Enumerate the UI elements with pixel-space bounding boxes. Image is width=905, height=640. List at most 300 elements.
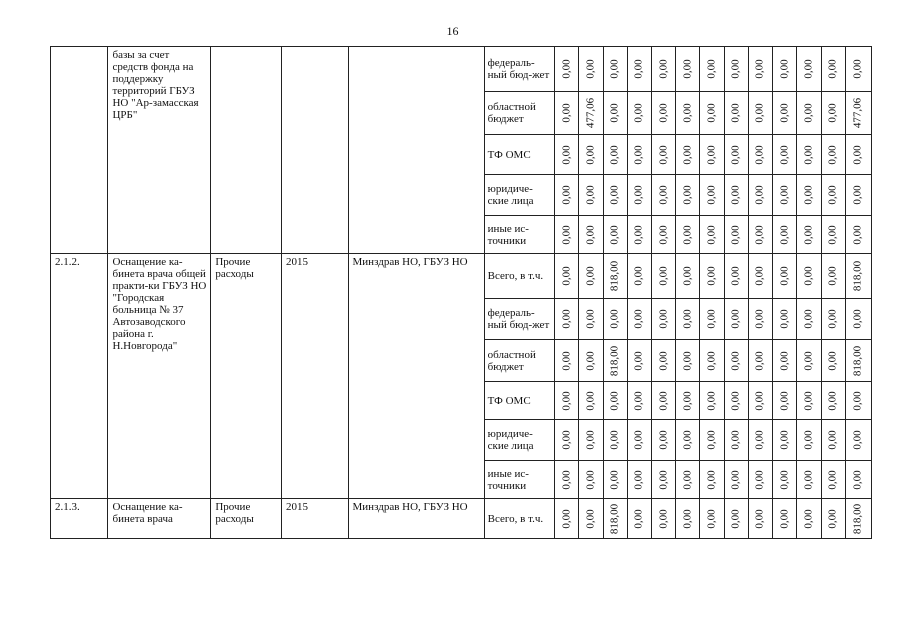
value-text: 0,00 [705, 266, 718, 286]
value-text: 0,00 [632, 309, 645, 329]
value-cell [652, 420, 676, 461]
value-text: 0,00 [632, 224, 645, 245]
value-cell [627, 135, 651, 175]
value-cell [748, 216, 772, 254]
value-text: 0,00 [802, 185, 815, 205]
value-cell [676, 340, 700, 382]
value-text: 0,00 [632, 103, 645, 123]
funding-source: иные ис-точники [484, 461, 555, 499]
value-text: 0,00 [778, 350, 791, 371]
value-text: 0,00 [705, 350, 718, 371]
value-text: 0,00 [584, 390, 597, 411]
value-cell [845, 216, 871, 254]
item-name: базы за счет средств фонда на поддержку территорий ГБУЗ НО "Ар-замасская ЦРБ" [108, 47, 211, 254]
value-cell [724, 499, 748, 539]
value-cell [845, 47, 871, 92]
value-text: 0,00 [826, 390, 839, 411]
value-text: 0,00 [681, 224, 694, 245]
value-cell [797, 135, 821, 175]
value-text: 0,00 [778, 508, 791, 529]
value-text: 0,00 [681, 266, 694, 286]
value-cell [773, 47, 797, 92]
value-text: 477,06 [851, 97, 864, 129]
funding-source: Всего, в т.ч. [484, 499, 555, 539]
item-year [281, 47, 348, 254]
value-cell [700, 216, 724, 254]
value-cell [676, 420, 700, 461]
value-cell [724, 135, 748, 175]
value-cell [724, 340, 748, 382]
value-cell [724, 175, 748, 216]
value-text: 0,00 [632, 144, 645, 165]
value-text: 0,00 [851, 59, 864, 79]
value-text: 0,00 [778, 224, 791, 245]
value-cell [700, 420, 724, 461]
value-cell [797, 254, 821, 299]
funding-source: ТФ ОМС [484, 135, 555, 175]
item-executor [348, 47, 484, 254]
value-cell [603, 461, 627, 499]
expense-type: Прочие расходы [211, 254, 282, 499]
value-cell [627, 254, 651, 299]
table-row [51, 499, 872, 539]
value-text: 0,00 [778, 266, 791, 286]
value-cell [627, 175, 651, 216]
value-text: 0,00 [705, 224, 718, 245]
value-text: 0,00 [729, 224, 742, 245]
funding-source: ТФ ОМС [484, 382, 555, 420]
value-cell [579, 461, 603, 499]
value-text: 0,00 [826, 144, 839, 165]
value-cell [724, 92, 748, 135]
value-cell [748, 92, 772, 135]
value-text: 0,00 [657, 144, 670, 165]
value-text: 0,00 [584, 144, 597, 165]
value-cell [773, 216, 797, 254]
value-text: 0,00 [681, 508, 694, 529]
value-text: 0,00 [632, 390, 645, 411]
value-cell [845, 499, 871, 539]
value-cell [579, 175, 603, 216]
value-text: 0,00 [584, 430, 597, 450]
value-cell [603, 47, 627, 92]
value-cell [821, 420, 845, 461]
value-cell [555, 420, 579, 461]
value-text: 0,00 [851, 185, 864, 205]
value-text: 0,00 [608, 59, 621, 79]
value-text: 818,00 [608, 503, 621, 534]
value-text: 0,00 [681, 185, 694, 205]
value-text: 0,00 [705, 185, 718, 205]
value-text: 0,00 [681, 103, 694, 123]
value-text: 0,00 [753, 430, 766, 450]
value-text: 0,00 [826, 103, 839, 123]
value-cell [821, 92, 845, 135]
value-text: 0,00 [778, 144, 791, 165]
value-text: 0,00 [681, 144, 694, 165]
value-text: 0,00 [657, 430, 670, 450]
value-text: 0,00 [608, 224, 621, 245]
value-text: 0,00 [753, 309, 766, 329]
value-text: 0,00 [705, 508, 718, 529]
value-text: 0,00 [802, 309, 815, 329]
value-cell [627, 340, 651, 382]
value-text: 0,00 [560, 309, 573, 329]
value-cell [797, 461, 821, 499]
funding-source: областной бюджет [484, 340, 555, 382]
value-cell [603, 175, 627, 216]
value-cell [748, 340, 772, 382]
value-text: 0,00 [560, 59, 573, 79]
value-cell [676, 254, 700, 299]
value-text: 0,00 [608, 430, 621, 450]
value-text: 0,00 [608, 309, 621, 329]
value-text: 0,00 [778, 103, 791, 123]
value-text: 0,00 [778, 59, 791, 79]
value-text: 0,00 [584, 266, 597, 286]
value-cell [845, 299, 871, 340]
value-cell [627, 216, 651, 254]
value-text: 0,00 [584, 224, 597, 245]
value-text: 0,00 [657, 309, 670, 329]
value-text: 0,00 [826, 469, 839, 490]
value-text: 0,00 [753, 144, 766, 165]
value-text: 0,00 [753, 103, 766, 123]
value-cell [603, 499, 627, 539]
value-cell [821, 254, 845, 299]
value-cell [555, 299, 579, 340]
value-cell [821, 216, 845, 254]
value-text: 0,00 [608, 185, 621, 205]
item-year: 2015 [281, 254, 348, 499]
value-cell [748, 382, 772, 420]
value-cell [652, 216, 676, 254]
value-cell [724, 382, 748, 420]
value-cell [724, 461, 748, 499]
value-text: 0,00 [681, 59, 694, 79]
value-cell [555, 499, 579, 539]
value-cell [821, 382, 845, 420]
value-text: 0,00 [778, 469, 791, 490]
value-text: 0,00 [657, 266, 670, 286]
value-cell [821, 461, 845, 499]
value-text: 0,00 [802, 59, 815, 79]
value-text: 0,00 [681, 309, 694, 329]
value-cell [821, 175, 845, 216]
value-text: 0,00 [826, 309, 839, 329]
value-cell [627, 299, 651, 340]
value-cell [555, 175, 579, 216]
value-cell [676, 499, 700, 539]
value-cell [748, 47, 772, 92]
value-text: 0,00 [560, 469, 573, 490]
value-cell [773, 135, 797, 175]
value-text: 0,00 [753, 59, 766, 79]
value-cell [773, 175, 797, 216]
funding-source: юридиче-ские лица [484, 420, 555, 461]
page-number: 16 [446, 24, 459, 38]
value-text: 477,06 [584, 97, 597, 129]
value-cell [748, 499, 772, 539]
value-text: 0,00 [802, 103, 815, 123]
value-cell [700, 299, 724, 340]
value-cell [579, 254, 603, 299]
value-text: 0,00 [560, 390, 573, 411]
item-year: 2015 [281, 499, 348, 539]
value-text: 0,00 [608, 144, 621, 165]
value-text: 0,00 [705, 103, 718, 123]
value-text: 0,00 [729, 430, 742, 450]
value-cell [652, 47, 676, 92]
value-cell [700, 461, 724, 499]
value-cell [676, 135, 700, 175]
value-cell [579, 216, 603, 254]
value-text: 0,00 [802, 224, 815, 245]
value-cell [797, 175, 821, 216]
value-cell [555, 92, 579, 135]
value-cell [676, 92, 700, 135]
item-number [51, 47, 108, 254]
value-text: 0,00 [802, 390, 815, 411]
funding-source: федераль-ный бюд-жет [484, 299, 555, 340]
value-cell [773, 340, 797, 382]
value-cell [724, 299, 748, 340]
value-cell [773, 299, 797, 340]
funding-source: Всего, в т.ч. [484, 254, 555, 299]
value-text: 0,00 [778, 390, 791, 411]
value-cell [579, 135, 603, 175]
value-cell [579, 420, 603, 461]
value-text: 0,00 [681, 350, 694, 371]
value-cell [845, 340, 871, 382]
value-text: 0,00 [657, 390, 670, 411]
value-cell [603, 135, 627, 175]
value-text: 0,00 [657, 224, 670, 245]
value-text: 0,00 [802, 144, 815, 165]
value-text: 0,00 [657, 103, 670, 123]
value-text: 0,00 [802, 469, 815, 490]
value-text: 0,00 [608, 103, 621, 123]
value-cell [603, 340, 627, 382]
value-text: 0,00 [851, 309, 864, 329]
value-text: 0,00 [826, 266, 839, 286]
value-text: 0,00 [753, 350, 766, 371]
value-cell [700, 47, 724, 92]
value-cell [700, 135, 724, 175]
value-cell [555, 216, 579, 254]
value-text: 0,00 [705, 390, 718, 411]
value-cell [845, 461, 871, 499]
value-text: 0,00 [729, 144, 742, 165]
value-text: 0,00 [584, 185, 597, 205]
value-text: 0,00 [632, 469, 645, 490]
value-text: 0,00 [560, 508, 573, 529]
value-cell [773, 254, 797, 299]
value-cell [845, 92, 871, 135]
value-text: 0,00 [753, 469, 766, 490]
item-executor: Минздрав НО, ГБУЗ НО [348, 499, 484, 539]
value-cell [652, 340, 676, 382]
value-text: 0,00 [608, 469, 621, 490]
value-cell [845, 175, 871, 216]
value-text: 818,00 [851, 503, 864, 534]
value-text: 0,00 [632, 508, 645, 529]
value-cell [724, 47, 748, 92]
value-text: 0,00 [608, 390, 621, 411]
value-cell [579, 47, 603, 92]
value-cell [724, 420, 748, 461]
value-text: 0,00 [851, 430, 864, 450]
value-cell [797, 92, 821, 135]
value-text: 0,00 [560, 224, 573, 245]
value-cell [797, 420, 821, 461]
value-text: 818,00 [851, 345, 864, 376]
value-text: 0,00 [584, 469, 597, 490]
value-cell [797, 382, 821, 420]
value-text: 0,00 [753, 224, 766, 245]
value-text: 0,00 [729, 309, 742, 329]
value-text: 0,00 [851, 390, 864, 411]
value-text: 0,00 [729, 469, 742, 490]
value-cell [603, 382, 627, 420]
value-text: 0,00 [681, 430, 694, 450]
value-cell [700, 382, 724, 420]
value-cell [845, 135, 871, 175]
value-text: 0,00 [681, 390, 694, 411]
value-cell [579, 299, 603, 340]
value-text: 0,00 [802, 350, 815, 371]
funding-source: юридиче-ские лица [484, 175, 555, 216]
value-cell [627, 382, 651, 420]
value-text: 0,00 [753, 185, 766, 205]
value-cell [652, 135, 676, 175]
value-text: 0,00 [560, 185, 573, 205]
value-cell [652, 254, 676, 299]
value-cell [700, 175, 724, 216]
value-cell [579, 382, 603, 420]
value-cell [676, 216, 700, 254]
value-text: 0,00 [705, 144, 718, 165]
value-cell [555, 461, 579, 499]
value-text: 0,00 [681, 469, 694, 490]
value-text: 0,00 [729, 59, 742, 79]
value-cell [821, 47, 845, 92]
value-cell [724, 216, 748, 254]
value-cell [748, 461, 772, 499]
value-text: 0,00 [705, 469, 718, 490]
value-cell [773, 499, 797, 539]
funding-source: иные ис-точники [484, 216, 555, 254]
budget-table [50, 46, 872, 539]
value-text: 0,00 [851, 224, 864, 245]
value-text: 0,00 [560, 103, 573, 123]
value-cell [555, 340, 579, 382]
funding-source: федераль-ный бюд-жет [484, 47, 555, 92]
value-text: 0,00 [802, 266, 815, 286]
value-cell [748, 135, 772, 175]
value-cell [652, 92, 676, 135]
value-cell [773, 420, 797, 461]
value-text: 0,00 [705, 430, 718, 450]
expense-type: Прочие расходы [211, 499, 282, 539]
value-cell [579, 340, 603, 382]
value-cell [797, 47, 821, 92]
value-cell [845, 382, 871, 420]
value-text: 0,00 [826, 59, 839, 79]
value-cell [627, 92, 651, 135]
item-number: 2.1.2. [51, 254, 108, 499]
value-text: 0,00 [705, 309, 718, 329]
value-cell [676, 382, 700, 420]
value-text: 0,00 [851, 469, 864, 490]
value-text: 0,00 [560, 350, 573, 371]
value-cell [797, 299, 821, 340]
item-executor: Минздрав НО, ГБУЗ НО [348, 254, 484, 499]
value-text: 0,00 [729, 350, 742, 371]
value-text: 0,00 [729, 508, 742, 529]
value-text: 0,00 [826, 350, 839, 371]
value-text: 818,00 [608, 260, 621, 292]
value-text: 0,00 [632, 185, 645, 205]
value-text: 0,00 [753, 390, 766, 411]
expense-type [211, 47, 282, 254]
item-number: 2.1.3. [51, 499, 108, 539]
value-cell [652, 299, 676, 340]
value-cell [603, 420, 627, 461]
value-text: 0,00 [657, 185, 670, 205]
value-text: 0,00 [802, 508, 815, 529]
value-cell [700, 499, 724, 539]
value-cell [845, 420, 871, 461]
value-cell [821, 299, 845, 340]
value-text: 0,00 [826, 185, 839, 205]
value-cell [676, 461, 700, 499]
value-text: 0,00 [560, 144, 573, 165]
value-text: 0,00 [826, 508, 839, 529]
value-text: 818,00 [608, 345, 621, 376]
value-cell [748, 299, 772, 340]
value-cell [676, 175, 700, 216]
value-cell [627, 461, 651, 499]
value-cell [821, 340, 845, 382]
value-cell [700, 254, 724, 299]
value-cell [603, 92, 627, 135]
value-cell [748, 420, 772, 461]
table-row [51, 254, 872, 299]
value-text: 0,00 [753, 508, 766, 529]
item-name: Оснащение ка-бинета врача общей практи-ки ГБУЗ НО "Городская больница № 37 Автозаводского района г. Н.Новгорода" [108, 254, 211, 499]
value-text: 0,00 [657, 350, 670, 371]
value-cell [555, 254, 579, 299]
value-text: 0,00 [729, 390, 742, 411]
value-cell [603, 216, 627, 254]
value-text: 0,00 [632, 266, 645, 286]
value-cell [652, 499, 676, 539]
value-text: 0,00 [778, 430, 791, 450]
value-cell [676, 299, 700, 340]
value-cell [579, 499, 603, 539]
value-cell [555, 47, 579, 92]
value-text: 0,00 [584, 350, 597, 371]
value-cell [773, 92, 797, 135]
table-row [51, 47, 872, 92]
value-text: 818,00 [851, 260, 864, 292]
value-text: 0,00 [560, 430, 573, 450]
value-cell [555, 382, 579, 420]
value-text: 0,00 [729, 185, 742, 205]
value-text: 0,00 [657, 469, 670, 490]
value-cell [676, 47, 700, 92]
